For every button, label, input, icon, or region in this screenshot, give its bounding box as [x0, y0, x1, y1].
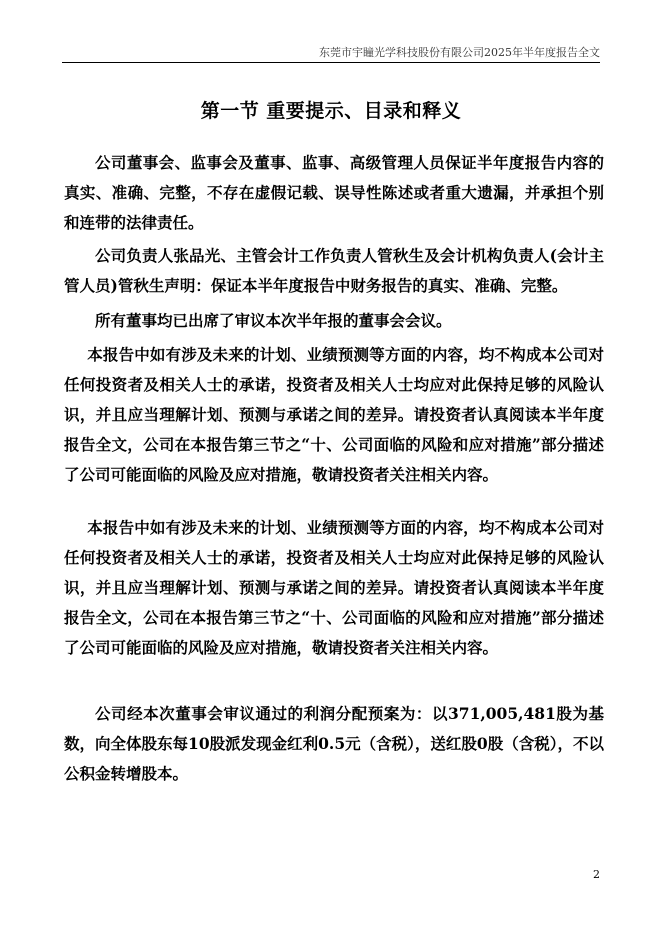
paragraph-board-guarantee: 公司董事会、监事会及董事、监事、高级管理人员保证半年度报告内容的真实、准确、完整，不存在虚假记载、误导性陈述或者重大遗漏，并承担个别和连带的法律责任。	[64, 153, 604, 232]
paragraph-forward-looking-disclaimer: 本报告中如有涉及未来的计划、业绩预测等方面的内容，均不构成本公司对任何投资者及相关人士的承诺，投资者及相关人士均应对此保持足够的风险认识，并且应当理解计划、预测与承诺之间的差异。请投资者认真阅读本半年度报告全文，公司在本报告第三节之“十、公司面临的风险和应对措施”部分描述了公司可能面临的风险及应对措施，敬请投资者关注相关内容。	[64, 345, 604, 484]
paragraph-directors-attendance: 所有董事均已出席了审议本次半年报的董事会会议。	[95, 311, 452, 330]
paragraph-forward-looking-disclaimer-repeat: 本报告中如有涉及未来的计划、业绩预测等方面的内容，均不构成本公司对任何投资者及相关人士的承诺，投资者及相关人士均应对此保持足够的风险认识，并且应当理解计划、预测与承诺之间的差异。请投资者认真阅读本半年度报告全文，公司在本报告第三节之“十、公司面临的风险和应对措施”部分描述了公司可能面临的风险及应对措施，敬请投资者关注相关内容。	[64, 518, 604, 657]
page-number: 2	[593, 868, 600, 881]
paragraph-profit-distribution: 公司经本次董事会审议通过的利润分配预案为：以371,005,481股为基数，向全体股东每10股派发现金红利0.5元（含税），送红股0股（含税），不以公积金转增股本。	[64, 704, 604, 783]
running-header: 东莞市宇瞳光学科技股份有限公司2025年半年度报告全文	[319, 46, 600, 59]
header-rule	[62, 62, 600, 63]
paragraph-responsible-persons-statement: 公司负责人张品光、主管会计工作负责人管秋生及会计机构负责人(会计主管人员)管秋生声明：保证本半年度报告中财务报告的真实、准确、完整。	[64, 246, 604, 295]
section-title: 第一节 重要提示、目录和释义	[200, 100, 462, 122]
